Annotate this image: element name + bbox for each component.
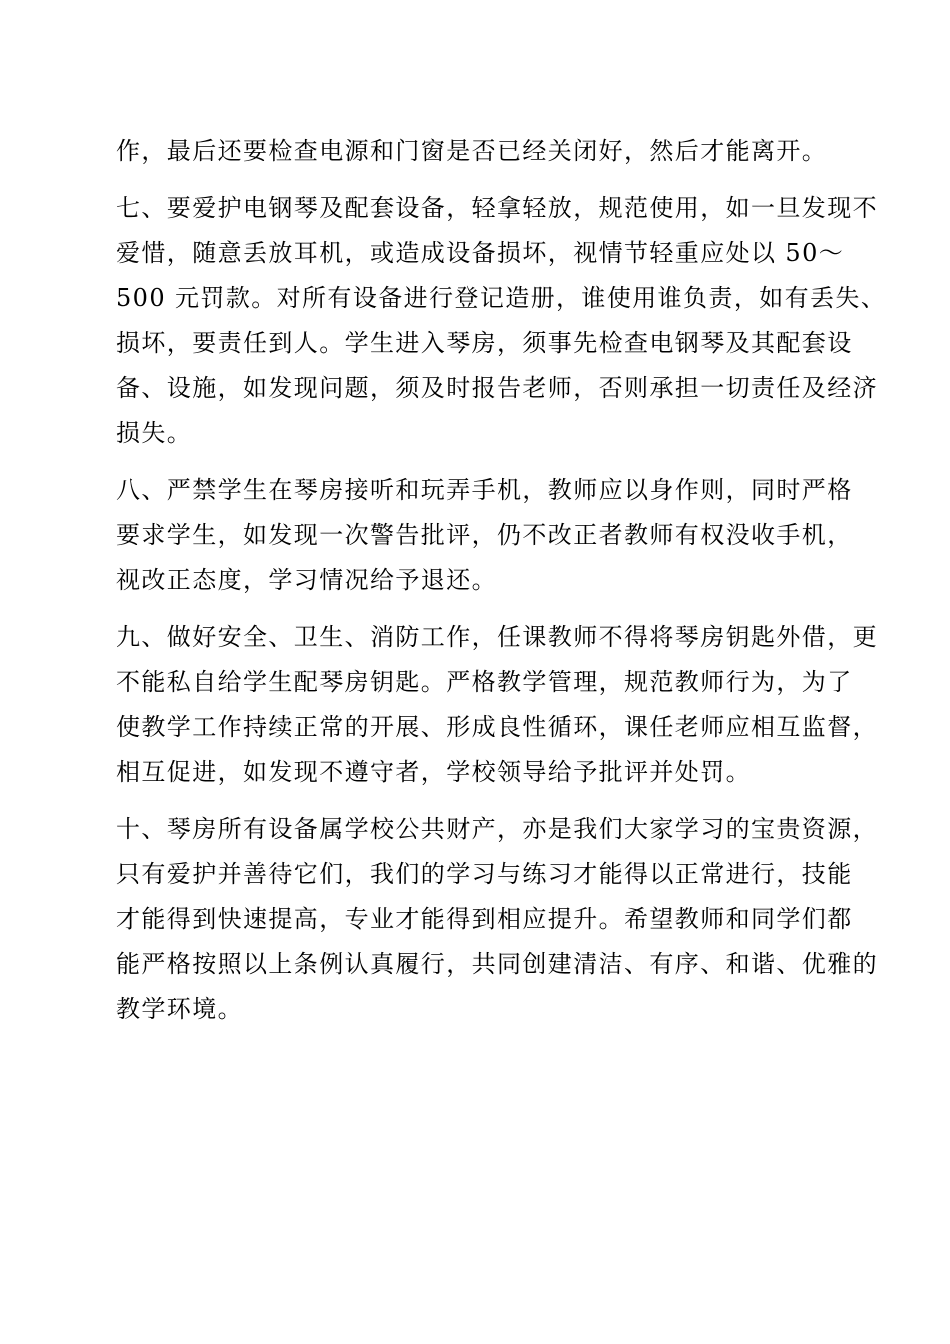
- text-line: 十、琴房所有设备属学校公共财产，亦是我们大家学习的宝贵资源，: [116, 815, 878, 843]
- text-line: 爱惜，随意丢放耳机，或造成设备损坏，视情节轻重应处以 50～: [116, 239, 845, 267]
- text-line: 要求学生，如发现一次警告批评，仍不改正者教师有权没收手机，: [116, 521, 853, 549]
- text-line: 备、设施，如发现问题，须及时报告老师，否则承担一切责任及经济: [116, 374, 878, 402]
- paragraph-rule-8: [116, 468, 853, 603]
- paragraph-closing-duties: [116, 129, 844, 174]
- text-line: 七、要爱护电钢琴及配套设备，轻拿轻放，规范使用，如一旦发现不: [116, 194, 878, 222]
- text-line: 八、严禁学生在琴房接听和玩弄手机，教师应以身作则，同时严格: [116, 476, 853, 504]
- text-line: 损失。: [116, 419, 193, 447]
- text-line: 使教学工作持续正常的开展、形成良性循环，课任老师应相互监督，: [116, 713, 878, 741]
- text-line: 相互促进，如发现不遵守者，学校领导给予批评并处罚。: [116, 758, 751, 786]
- text-line: 视改正态度，学习情况给予退还。: [116, 566, 497, 594]
- text-line: 教学环境。: [116, 995, 243, 1023]
- text-line: 作，最后还要检查电源和门窗是否已经关闭好，然后才能离开。: [116, 137, 828, 165]
- document-body: [116, 129, 887, 1044]
- text-line: 损坏，要责任到人。学生进入琴房，须事先检查电钢琴及其配套设: [116, 329, 853, 357]
- text-line: 500 元罚款。对所有设备进行登记造册，谁使用谁负责，如有丢失、: [116, 284, 887, 312]
- paragraph-rule-10: [116, 807, 878, 1032]
- paragraph-rule-7: [116, 186, 887, 456]
- text-line: 九、做好安全、卫生、消防工作，任课教师不得将琴房钥匙外借，更: [116, 623, 878, 651]
- text-line: 不能私自给学生配琴房钥匙。严格教学管理，规范教师行为，为了: [116, 668, 853, 696]
- text-line: 才能得到快速提高，专业才能得到相应提升。希望教师和同学们都: [116, 905, 853, 933]
- paragraph-rule-9: [116, 615, 878, 795]
- text-line: 只有爱护并善待它们，我们的学习与练习才能得以正常进行，技能: [116, 860, 853, 888]
- text-line: 能严格按照以上条例认真履行，共同创建清洁、有序、和谐、优雅的: [116, 950, 878, 978]
